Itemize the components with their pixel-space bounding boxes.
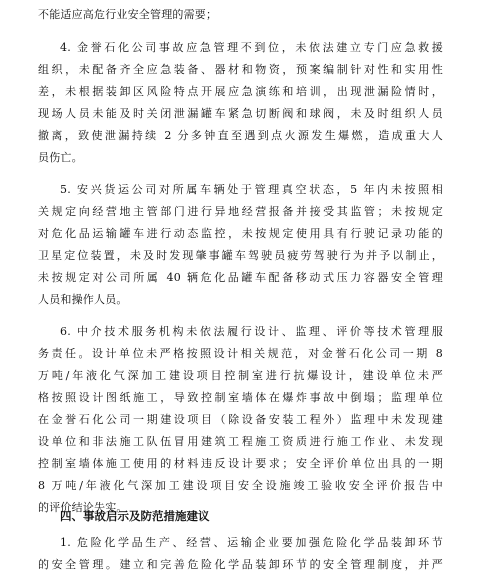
section-heading: 四、事故启示及防范措施建议 bbox=[60, 509, 210, 523]
paragraph-line: 万吨/年液化气深加工建设项目控制室进行抗爆设计，建设单位未严 bbox=[38, 369, 443, 382]
paragraph-line: 5. 安兴货运公司对所属车辆处于管理真空状态，5 年内未按照相 bbox=[60, 183, 443, 196]
paragraph-line: 4. 金誉石化公司事故应急管理不到位，未依法建立专门应急救援 bbox=[60, 41, 443, 54]
paragraph-line: 格按照设计图纸施工，导致控制室墙体在爆炸事故中倒塌；监理单位 bbox=[38, 391, 443, 404]
paragraph-line: 组织，未配备齐全应急装备、器材和物资，预案编制针对性和实用性 bbox=[38, 63, 443, 76]
paragraph-line: 人员和操作人员。 bbox=[38, 293, 128, 306]
paragraph-line: 的评价结论失实。 bbox=[38, 501, 128, 514]
paragraph-line: 卫星定位装置，未及时发现肇事罐车驾驶员疲劳驾驶行为并予以制止， bbox=[38, 249, 443, 262]
paragraph-line: 的安全管理。建立和完善危险化学品装卸环节的安全管理制度，并严 bbox=[38, 558, 443, 571]
paragraph-line: 撤离，致使泄漏持续 2 分多钟直至遇到点火源发生爆燃，造成重大人 bbox=[38, 129, 443, 142]
paragraph-line: 设单位和非法施工队伍冒用建筑工程施工资质进行施工作业、未发现 bbox=[38, 435, 443, 448]
paragraph-line: 1. 危险化学品生产、经营、运输企业要加强危险化学品装卸环节 bbox=[60, 536, 443, 549]
paragraph-line: 8 万吨/年液化气深加工建设项目安全设施竣工验收安全评价报告中 bbox=[38, 479, 443, 492]
paragraph-line: 关规定向经营地主管部门进行异地经营报备并接受其监管；未按规定 bbox=[38, 205, 443, 218]
paragraph-line: 员伤亡。 bbox=[38, 151, 83, 164]
paragraph-line: 务责任。设计单位未严格按照设计相关规范，对金誉石化公司一期 8 bbox=[38, 347, 443, 360]
paragraph-line: 在金誉石化公司一期建设项目（除设备安装工程外）监理中未发现建 bbox=[38, 413, 443, 426]
paragraph-line: 控制室墙体施工使用的材料违反设计要求；安全评价单位出具的一期 bbox=[38, 457, 443, 470]
paragraph-line: 未按规定对公司所属 40 辆危化品罐车配备移动式压力容器安全管理 bbox=[38, 271, 443, 284]
paragraph-line: 6. 中介技术服务机构未依法履行设计、监理、评价等技术管理服 bbox=[60, 325, 443, 338]
paragraph-line: 差，未根据装卸区风险特点开展应急演练和培训，出现泄漏险情时， bbox=[38, 85, 443, 98]
paragraph-line: 对危化品运输罐车进行动态监控，未按规定使用具有行驶记录功能的 bbox=[38, 227, 443, 240]
paragraph-line: 不能适应高危行业安全管理的需要； bbox=[38, 8, 218, 21]
paragraph-line: 现场人员未能及时关闭泄漏罐车紧急切断阀和球阀，未及时组织人员 bbox=[38, 107, 443, 120]
